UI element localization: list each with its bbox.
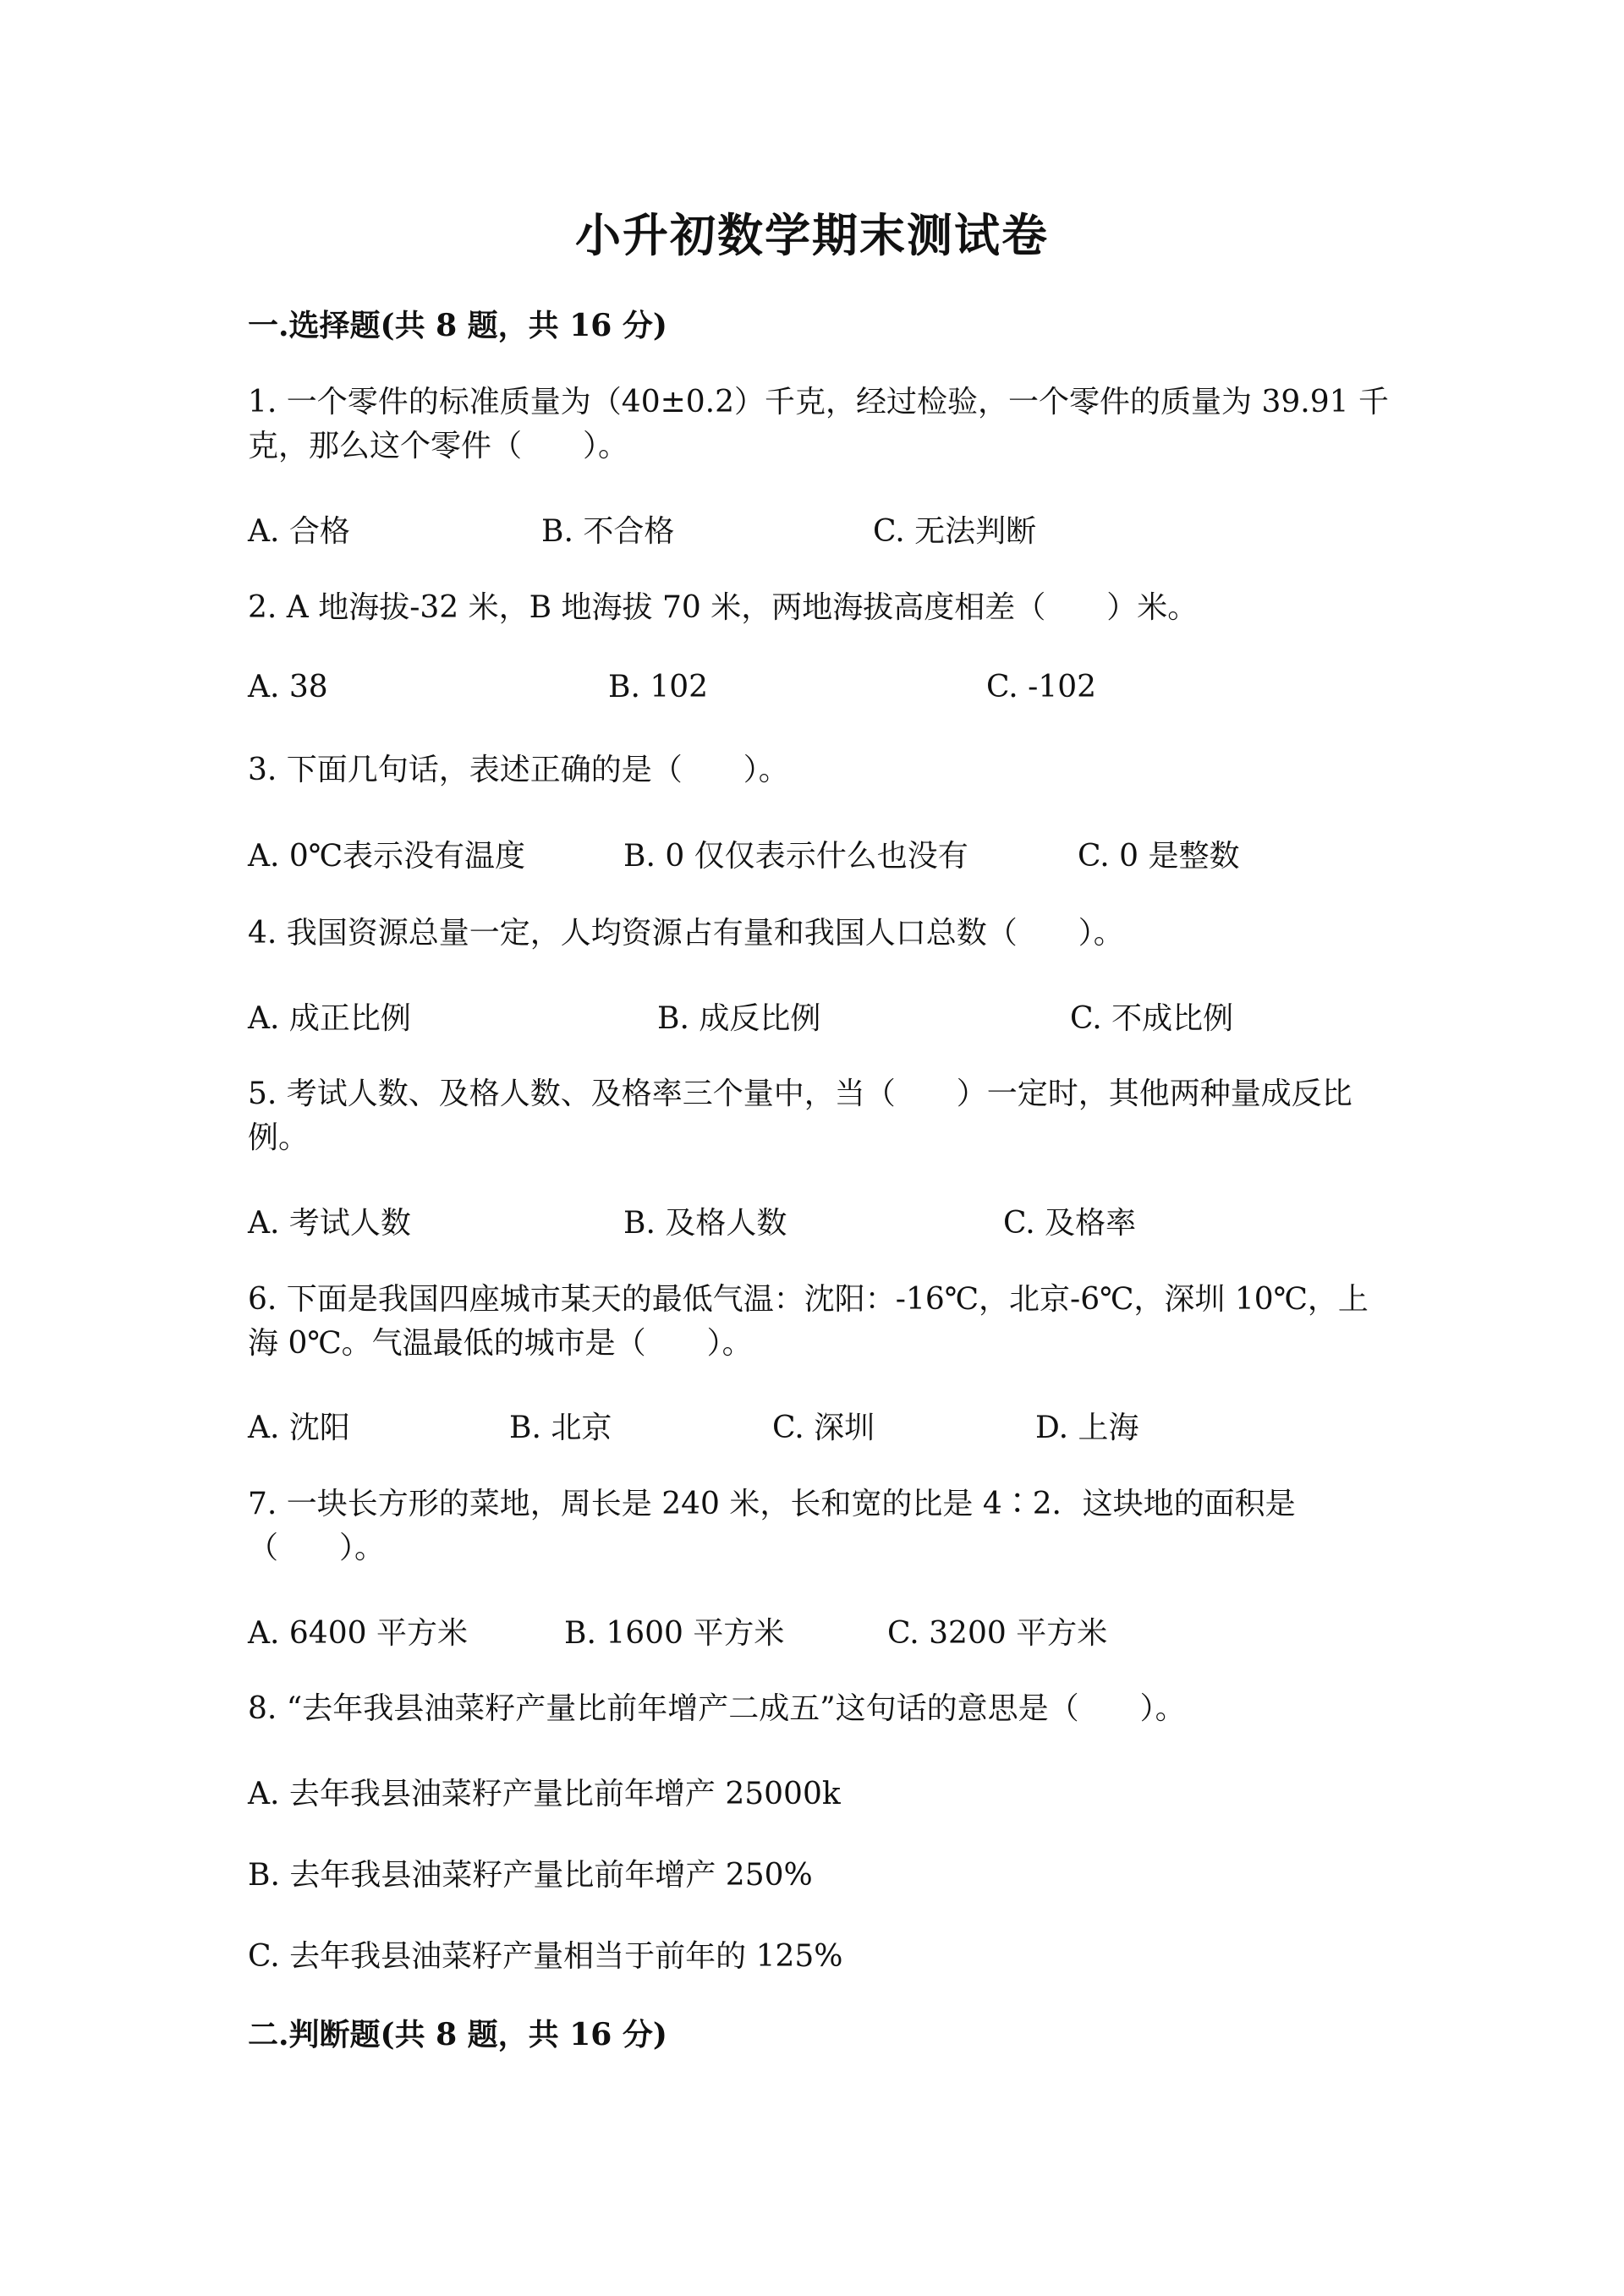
question-3-option-c: C. 0 是整数 xyxy=(1078,839,1240,874)
question-4: 4. 我国资源总量一定，人均资源占有量和我国人口总数（ ）。 xyxy=(248,916,1124,951)
question-3-option-a: A. 0℃表示没有温度 xyxy=(248,839,526,874)
question-2-option-b: B. 102 xyxy=(608,670,709,704)
question-8-option-b: B. 去年我县油菜籽产量比前年增产 250% xyxy=(248,1858,813,1893)
question-5-option-c: C. 及格率 xyxy=(1003,1206,1137,1241)
question-4-option-a: A. 成正比例 xyxy=(248,1001,411,1036)
question-7-option-b: B. 1600 平方米 xyxy=(564,1616,785,1651)
question-8-option-c: C. 去年我县油菜籽产量相当于前年的 125% xyxy=(248,1939,843,1974)
question-8: 8. “去年我县油菜籽产量比前年增产二成五”这句话的意思是（ ）。 xyxy=(248,1691,1186,1726)
question-3: 3. 下面几句话，表述正确的是（ ）。 xyxy=(248,753,789,787)
question-5-option-a: A. 考试人数 xyxy=(248,1206,411,1241)
question-1: 1. 一个零件的标准质量为（40±0.2）千克，经过检验，一个零件的质量为 39.91 千克，那么这个零件（ ）。 xyxy=(248,385,1389,463)
question-6-option-b: B. 北京 xyxy=(509,1411,612,1445)
question-4-option-c: C. 不成比例 xyxy=(1070,1001,1234,1036)
page-title: 小升初数学期末测试卷 xyxy=(575,208,1049,262)
question-7-option-a: A. 6400 平方米 xyxy=(248,1616,468,1651)
question-3-option-b: B. 0 仅仅表示什么也没有 xyxy=(623,839,968,874)
question-6-option-d: D. 上海 xyxy=(1035,1411,1139,1445)
section-heading-judgment: 二.判断题(共 8 题，共 16 分) xyxy=(248,2017,667,2052)
question-6-option-c: C. 深圳 xyxy=(772,1411,875,1445)
question-2-option-c: C. -102 xyxy=(986,670,1097,704)
question-2: 2. A 地海拔-32 米，B 地海拔 70 米，两地海拔高度相差（ ）米。 xyxy=(248,590,1199,625)
question-1-option-b: B. 不合格 xyxy=(541,514,675,549)
question-1-option-a: A. 合格 xyxy=(248,514,350,549)
question-5-option-b: B. 及格人数 xyxy=(623,1206,787,1241)
question-1-option-c: C. 无法判断 xyxy=(873,514,1037,549)
question-7: 7. 一块长方形的菜地，周长是 240 米，长和宽的比是 4∶2．这块地的面积是（ ）。 xyxy=(248,1487,1296,1565)
question-4-option-b: B. 成反比例 xyxy=(657,1001,821,1036)
section-heading-choice: 一.选择题(共 8 题，共 16 分) xyxy=(248,308,667,343)
question-6: 6. 下面是我国四座城市某天的最低气温：沈阳：-16℃，北京-6℃，深圳 10℃，上海 0℃。气温最低的城市是（ ）。 xyxy=(248,1282,1369,1361)
question-2-option-a: A. 38 xyxy=(248,670,328,704)
question-7-option-c: C. 3200 平方米 xyxy=(887,1616,1108,1651)
question-8-option-a: A. 去年我县油菜籽产量比前年增产 25000k xyxy=(248,1777,841,1811)
question-6-option-a: A. 沈阳 xyxy=(248,1411,350,1445)
question-5: 5. 考试人数、及格人数、及格率三个量中，当（ ）一定时，其他两种量成反比例。 xyxy=(248,1077,1352,1155)
